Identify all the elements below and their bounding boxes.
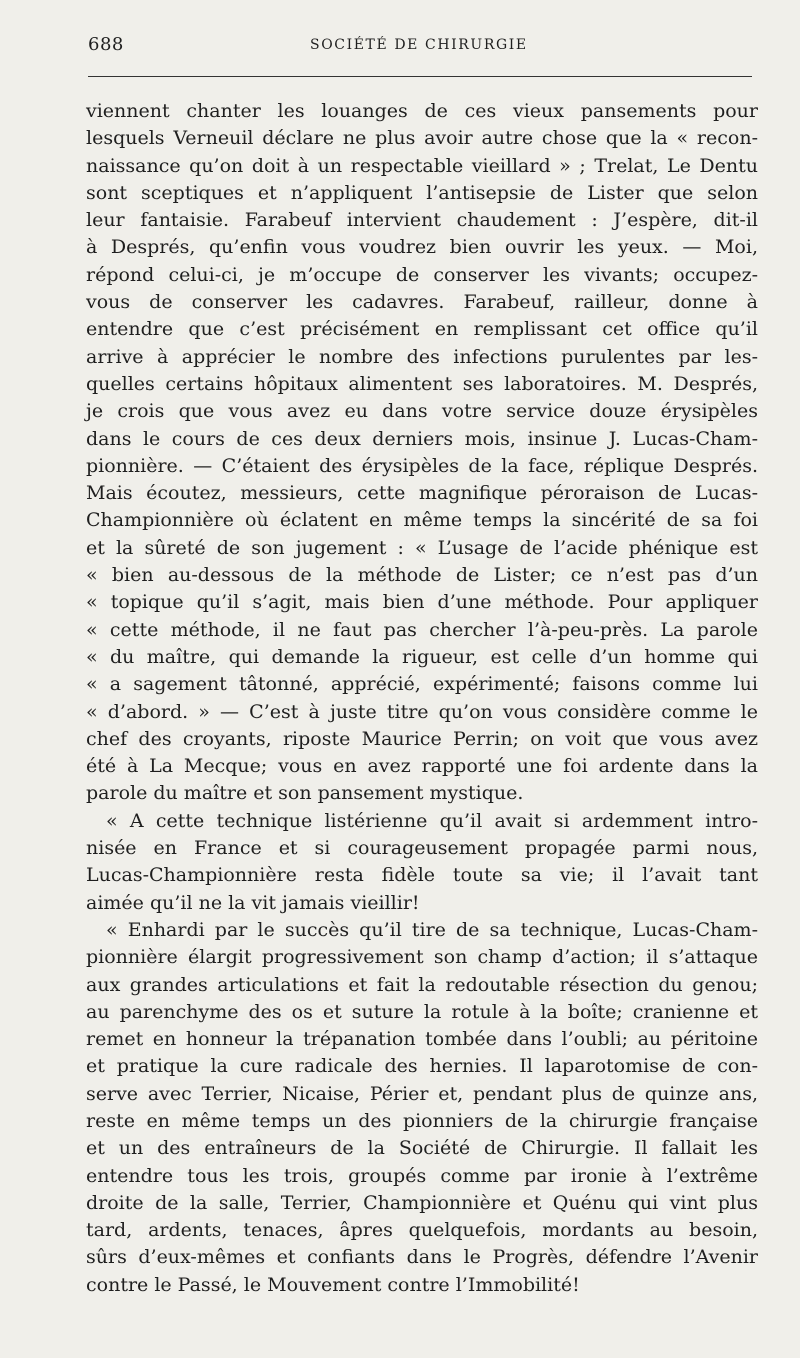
text-line: été à La Mecque; vous en avez rapporté une foi ardente dans la <box>86 755 758 778</box>
text-line: reste en même temps un des pionniers de la chirurgie française <box>86 1109 758 1132</box>
page-number: 688 <box>88 34 124 55</box>
text-line: contre le Passé, le Mouvement contre l’Immobilité! <box>86 1273 580 1296</box>
text-line: et un des entraîneurs de la Société de Chirurgie. Il fallait les <box>86 1137 758 1160</box>
text-line: viennent chanter les louanges de ces vieux pansements pour <box>86 100 758 122</box>
text-line: nisée en France et si courageusement propagée parmi nous, <box>86 837 758 860</box>
text-line: répond celui-ci, je m’occupe de conserver les vivants; occupez- <box>86 263 758 286</box>
text-line: naissance qu’on doit à un respectable vieillard » ; Trelat, Le Dentu <box>86 154 758 177</box>
body-text <box>86 98 758 1299</box>
text-line: pionnière élargit progressivement son champ d’action; il s’attaque <box>86 946 758 969</box>
text-line: pionnière. — C’étaient des érysipèles de la face, réplique Després. <box>86 454 758 477</box>
text-line: « a sagement tâtonné, apprécié, expérimenté; faisons comme lui <box>86 673 758 696</box>
text-line: arrive à apprécier le nombre des infections purulentes par les- <box>86 345 758 368</box>
text-line: remet en honneur la trépanation tombée dans l’oubli; au péritoine <box>86 1028 758 1051</box>
text-line: sont sceptiques et n’appliquent l’antisepsie de Lister que selon <box>86 181 758 204</box>
header-rule <box>88 76 752 77</box>
text-line: entendre que c’est précisément en remplissant cet office qu’il <box>86 318 758 341</box>
text-line: aux grandes articulations et fait la redoutable résection du genou; <box>86 973 758 996</box>
text-line: tard, ardents, tenaces, âpres quelquefois, mordants au besoin, <box>86 1219 758 1242</box>
text-line: aimée qu’il ne la vit jamais vieillir! <box>86 891 420 914</box>
text-line: « A cette technique listérienne qu’il avait si ardemment intro- <box>106 809 758 832</box>
text-line: lesquels Verneuil déclare ne plus avoir autre chose que la « recon- <box>86 127 758 150</box>
page-header <box>88 34 756 60</box>
text-line: droite de la salle, Terrier, Championnière et Quénu qui vint plus <box>86 1191 758 1214</box>
text-line: quelles certains hôpitaux alimentent ses laboratoires. M. Després, <box>86 372 758 395</box>
text-line: « du maître, qui demande la rigueur, est celle d’un homme qui <box>86 645 758 668</box>
text-line: entendre tous les trois, groupés comme par ironie à l’extrême <box>86 1164 758 1187</box>
text-line: « topique qu’il s’agit, mais bien d’une méthode. Pour appliquer <box>86 591 758 614</box>
text-line: « bien au-dessous de la méthode de Lister; ce n’est pas d’un <box>86 564 758 587</box>
text-line: dans le cours de ces deux derniers mois, insinue J. Lucas-Cham- <box>86 427 758 450</box>
text-line: « Enhardi par le succès qu’il tire de sa technique, Lucas-Cham- <box>106 918 758 941</box>
text-line: et pratique la cure radicale des hernies. Il laparotomise de con- <box>86 1055 758 1078</box>
text-line: serve avec Terrier, Nicaise, Périer et, pendant plus de quinze ans, <box>86 1082 758 1105</box>
text-line: à Després, qu’enfin vous voudrez bien ouvrir les yeux. — Moi, <box>86 236 758 259</box>
text-line: Lucas-Championnière resta fidèle toute sa vie; il l’avait tant <box>86 864 758 887</box>
text-line: leur fantaisie. Farabeuf intervient chaudement : J’espère, dit-il <box>86 209 758 232</box>
text-line: je crois que vous avez eu dans votre service douze érysipèles <box>86 400 758 423</box>
text-line: au parenchyme des os et suture la rotule à la boîte; cranienne et <box>86 1000 758 1023</box>
running-head: SOCIÉTÉ DE CHIRURGIE <box>310 37 528 53</box>
text-line: chef des croyants, riposte Maurice Perrin; on voit que vous avez <box>86 727 758 750</box>
text-line: parole du maître et son pansement mystique. <box>86 782 524 805</box>
text-line: et la sûreté de son jugement : « L’usage de l’acide phénique est <box>86 536 758 559</box>
text-line: « cette méthode, il ne faut pas chercher l’à-peu-près. La parole <box>86 618 758 641</box>
text-line: vous de conserver les cadavres. Farabeuf, railleur, donne à <box>86 291 758 314</box>
text-line: sûrs d’eux-mêmes et confiants dans le Progrès, défendre l’Avenir <box>86 1246 758 1269</box>
text-line: Mais écoutez, messieurs, cette magnifique péroraison de Lucas- <box>86 482 758 505</box>
text-line: « d’abord. » — C’est à juste titre qu’on vous considère comme le <box>86 700 758 723</box>
text-line: Championnière où éclatent en même temps la sincérité de sa foi <box>86 509 758 532</box>
